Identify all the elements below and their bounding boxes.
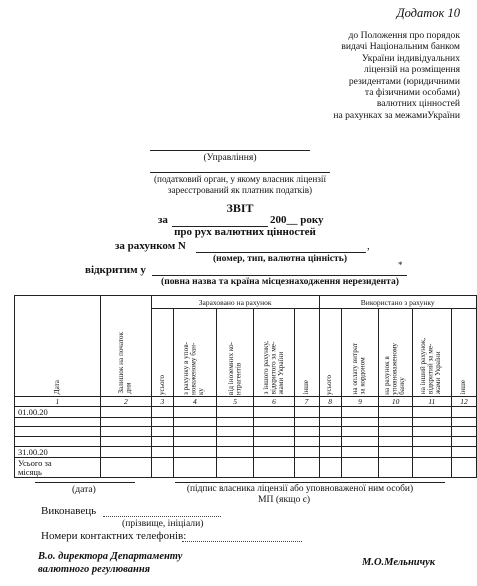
date-header-text: Дата <box>52 379 61 394</box>
column-number: 6 <box>254 397 294 407</box>
table-cell[interactable] <box>216 407 254 418</box>
management-caption: (Управління) <box>203 152 257 163</box>
used-col-header <box>412 309 451 397</box>
table-cell[interactable] <box>173 418 216 427</box>
official-position-line: В.о. директора Департаменту <box>38 551 183 562</box>
tax-authority-caption-line: (податковий орган, у якому власник ліцензії <box>153 174 326 184</box>
table-row <box>15 427 477 437</box>
executor-label: Виконавець <box>41 505 97 517</box>
account-comma: , <box>367 240 370 252</box>
table-cell[interactable] <box>254 447 294 458</box>
table-cell[interactable] <box>151 458 173 478</box>
table-cell[interactable] <box>151 447 173 458</box>
table-cell[interactable] <box>319 458 341 478</box>
table-row-total <box>15 458 477 478</box>
stamp-label: МП (якщо є) <box>258 494 311 505</box>
date-line[interactable] <box>35 482 135 483</box>
annex-line: до Положення про порядок <box>348 30 460 41</box>
annex-line: резидентами (юридичними <box>348 75 460 87</box>
opened-mark: * <box>398 260 403 270</box>
table-cell[interactable] <box>216 458 254 478</box>
table-cell[interactable] <box>319 427 341 437</box>
official-position-line: валютного регулювання <box>38 563 151 575</box>
table-cell[interactable] <box>412 447 451 458</box>
table-cell[interactable] <box>451 447 476 458</box>
table-cell[interactable] <box>412 458 451 478</box>
table-cell[interactable] <box>151 427 173 437</box>
table-cell[interactable] <box>379 407 412 418</box>
table-cell[interactable] <box>151 407 173 418</box>
column-number: 5 <box>216 397 254 407</box>
table-cell[interactable] <box>173 437 216 447</box>
table-row <box>15 418 477 427</box>
column-number: 8 <box>319 397 341 407</box>
column-number: 12 <box>451 397 476 407</box>
used-col-header <box>341 309 379 397</box>
table-cell[interactable] <box>100 407 151 418</box>
table-cell[interactable] <box>216 418 254 427</box>
report-for-prefix: за <box>158 214 168 226</box>
signature-line[interactable] <box>175 482 445 483</box>
table-cell[interactable] <box>294 407 319 418</box>
table-cell[interactable] <box>451 437 476 447</box>
opening-balance-text: Залишок на початок дня <box>117 332 133 394</box>
date-header <box>15 296 101 397</box>
table-cell[interactable] <box>173 458 216 478</box>
table-cell[interactable] <box>294 427 319 437</box>
annex-number: Додаток 10 <box>396 6 460 20</box>
table-cell[interactable] <box>15 427 101 437</box>
credited-col-header <box>216 309 254 397</box>
table-cell[interactable] <box>216 437 254 447</box>
table-cell[interactable] <box>15 418 101 427</box>
credited-col-text: усього <box>157 374 166 395</box>
credited-group-header: Зараховано на рахунок <box>151 296 319 309</box>
table-row <box>15 437 477 447</box>
table-cell[interactable] <box>379 437 412 447</box>
table-cell[interactable] <box>216 427 254 437</box>
credited-col-header <box>173 309 216 397</box>
used-col-text: на інший рахунок, відкритий за ме- жами України <box>419 338 443 395</box>
table-cell[interactable] <box>341 437 379 447</box>
credited-col-header <box>294 309 319 397</box>
table-cell[interactable] <box>216 447 254 458</box>
column-number: 7 <box>294 397 319 407</box>
table-cell[interactable] <box>15 437 101 447</box>
column-number: 9 <box>341 397 379 407</box>
annex-line: ліцензій на розміщення <box>363 64 460 76</box>
tax-authority-line[interactable] <box>150 172 330 173</box>
management-line[interactable] <box>150 150 310 151</box>
table-cell[interactable] <box>319 418 341 427</box>
used-col-header <box>319 309 341 397</box>
table-cell[interactable] <box>254 418 294 427</box>
column-number: 1 <box>15 397 101 407</box>
table-cell[interactable] <box>151 418 173 427</box>
used-col-text: усього <box>325 374 334 395</box>
credited-col-text: від іноземних ко- нтрагентів <box>226 341 243 395</box>
official-name: М.О.Мельничук <box>362 557 436 568</box>
table-cell[interactable] <box>412 427 451 437</box>
table-cell[interactable] <box>294 418 319 427</box>
opened-prefix: відкритим у <box>85 264 146 276</box>
column-number: 10 <box>379 397 412 407</box>
table-cell[interactable] <box>451 458 476 478</box>
account-prefix: за рахунком N <box>115 240 186 252</box>
date-caption: (дата) <box>72 484 96 495</box>
used-col-header <box>379 309 412 397</box>
credited-col-header <box>254 309 294 397</box>
annex-line: валютних цінностей <box>376 98 460 110</box>
used-col-text: на оплату витрат за кордоном <box>351 343 368 395</box>
table-cell[interactable] <box>254 458 294 478</box>
table-cell[interactable] <box>319 407 341 418</box>
table-cell[interactable] <box>412 418 451 427</box>
table-cell[interactable] <box>173 407 216 418</box>
table-cell[interactable] <box>100 437 151 447</box>
movement-table <box>14 295 477 478</box>
used-group-header: Використано з рахунку <box>319 296 477 309</box>
executor-caption: (прізвище, ініціали) <box>122 518 204 529</box>
report-subject: про рух валютних цінностей <box>174 226 316 238</box>
used-col-text: на рахунок в уповноваженому банку <box>383 342 407 395</box>
table-cell[interactable] <box>341 447 379 458</box>
column-number-row <box>15 397 477 407</box>
annex-line: та фізичними особами) <box>364 87 460 99</box>
table-row <box>15 407 477 418</box>
table-cell[interactable] <box>319 437 341 447</box>
table-row <box>15 447 477 458</box>
annex-line: на рахунках за межамиУкраїни <box>333 109 460 121</box>
table-cell[interactable] <box>341 458 379 478</box>
table-cell[interactable] <box>319 447 341 458</box>
annex-reference <box>270 30 460 121</box>
used-col-header <box>451 309 476 397</box>
table-cell[interactable] <box>341 418 379 427</box>
credited-col-text: інше <box>301 379 310 395</box>
table-cell[interactable] <box>100 447 151 458</box>
column-number: 3 <box>151 397 173 407</box>
table-cell[interactable] <box>173 427 216 437</box>
table-cell[interactable] <box>173 447 216 458</box>
opened-caption: (повна назва та країна місцезнаходження нерезидента) <box>161 276 399 287</box>
signature-caption: (підпис власника ліцензії або уповноваженої ним особи) <box>186 484 414 494</box>
report-title: ЗВІТ <box>226 201 254 215</box>
table-cell[interactable] <box>451 407 476 418</box>
official-position <box>38 551 182 576</box>
used-col-text: інше <box>459 379 468 395</box>
table-cell[interactable] <box>341 427 379 437</box>
row-total-label: Усього за місяць <box>15 458 101 478</box>
table-cell[interactable] <box>100 458 151 478</box>
account-caption: (номер, тип, валютна цінність) <box>212 253 348 264</box>
credited-col-text: з іншого рахунку, відкритого за ме- жами України <box>261 341 285 395</box>
table-cell[interactable] <box>100 427 151 437</box>
table-cell[interactable] <box>254 437 294 447</box>
opening-balance-header <box>100 296 151 397</box>
table-cell[interactable] <box>151 437 173 447</box>
table-cell[interactable] <box>294 437 319 447</box>
row-date: 31.00.20 <box>15 447 101 458</box>
table-cell[interactable] <box>254 427 294 437</box>
credited-col-text: з рахунку в упов- новаженому бан- ку <box>182 341 206 395</box>
table-cell[interactable] <box>451 418 476 427</box>
table-cell[interactable] <box>294 458 319 478</box>
table-cell[interactable] <box>379 458 412 478</box>
annex-line: видачі Національним банком <box>341 41 460 53</box>
executor-field[interactable] <box>103 516 221 517</box>
table-cell[interactable] <box>412 407 451 418</box>
table-cell[interactable] <box>379 418 412 427</box>
column-number: 2 <box>100 397 151 407</box>
tax-authority-caption <box>120 174 360 196</box>
tax-authority-caption-line: зареєстрований як платник податків) <box>167 185 313 195</box>
annex-line: України індивідуальних <box>361 52 460 64</box>
report-year: 200__ року <box>270 214 324 226</box>
column-number: 11 <box>412 397 451 407</box>
credited-col-header <box>151 309 173 397</box>
table-cell[interactable] <box>100 418 151 427</box>
phones-field[interactable] <box>182 541 302 542</box>
table-cell[interactable] <box>379 427 412 437</box>
table-cell[interactable] <box>379 447 412 458</box>
row-date: 01.00.20 <box>15 407 101 418</box>
phones-label: Номери контактних телефонів: <box>41 530 187 542</box>
table-cell[interactable] <box>341 407 379 418</box>
table-cell[interactable] <box>451 427 476 437</box>
column-number: 4 <box>173 397 216 407</box>
table-cell[interactable] <box>294 447 319 458</box>
table-cell[interactable] <box>254 407 294 418</box>
table-cell[interactable] <box>412 437 451 447</box>
